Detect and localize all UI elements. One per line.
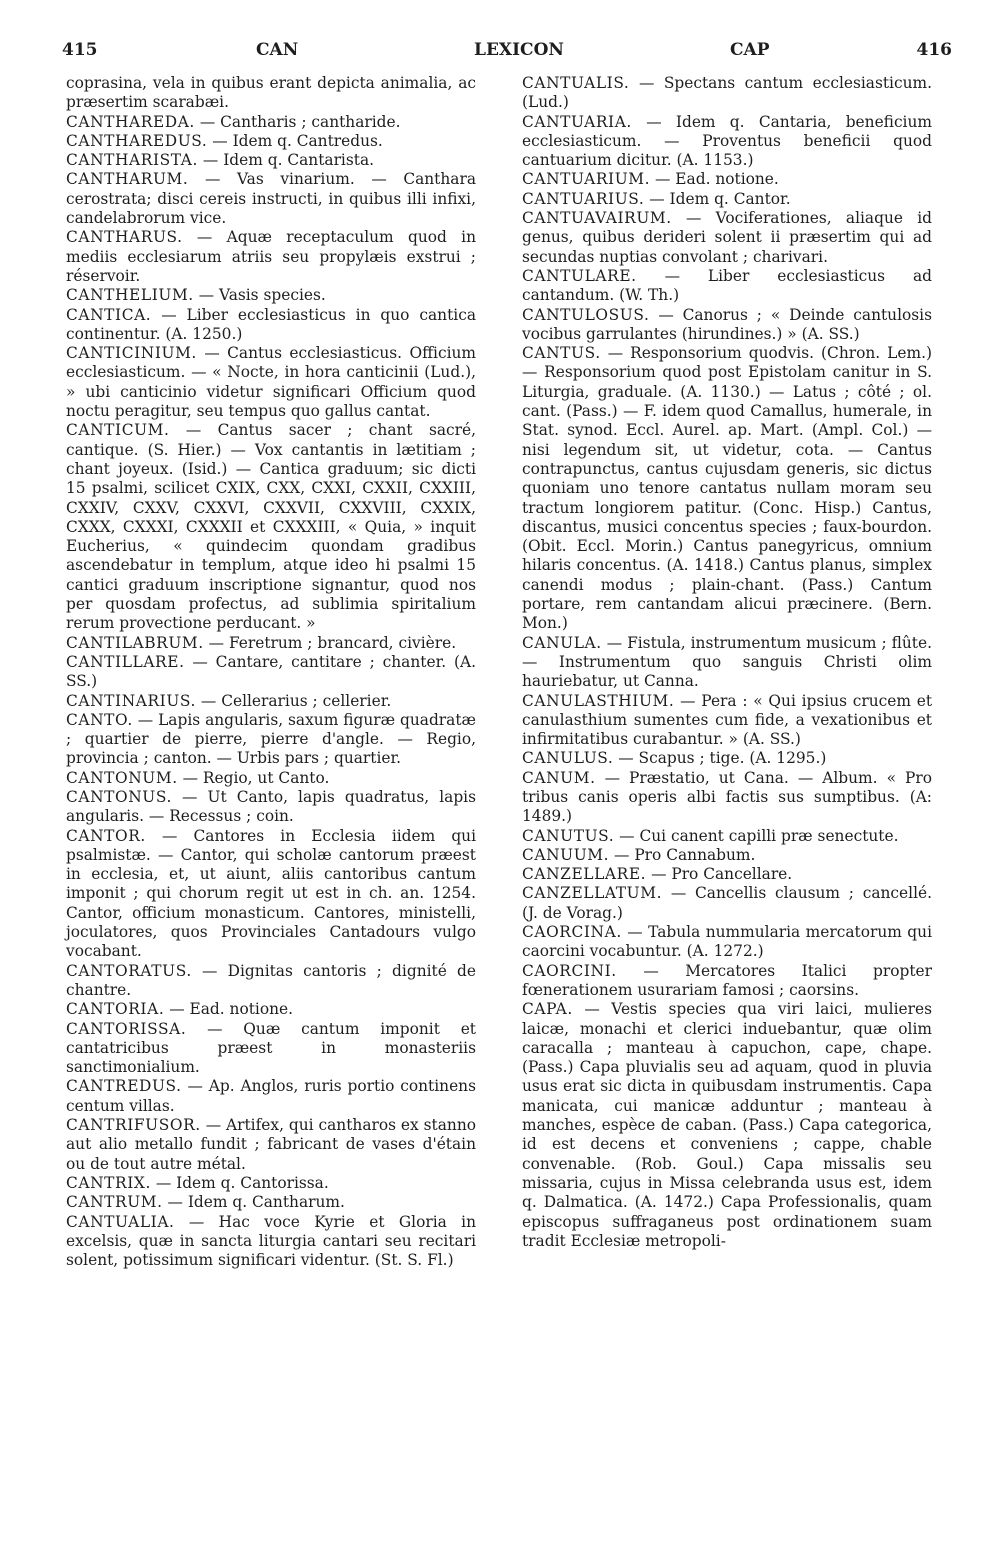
entry-headword: CANTONUM.	[66, 768, 178, 787]
dictionary-entry	[66, 653, 476, 692]
entry-headword: CANZELLATUM.	[522, 884, 663, 903]
entry-definition: — Pro Cannabum.	[609, 845, 756, 864]
entry-definition: — Idem q. Cantharum.	[162, 1193, 345, 1212]
entry-definition: — Artifex, qui cantharos ex stanno aut alio metallo fundit ; fabricant de vases d'étain ou de tout autre métal.	[66, 1116, 476, 1173]
entry-headword: CANTINARIUS.	[66, 691, 197, 710]
guide-word-right: CAP	[730, 40, 770, 60]
entry-headword: CANTHARUS.	[66, 228, 183, 247]
entry-headword: CANTUS.	[522, 344, 601, 363]
page-number-left: 415	[62, 40, 98, 60]
entry-headword: CAPA.	[522, 1000, 573, 1019]
entry-headword: CANTUARIA.	[522, 112, 632, 131]
entry-definition: — Dignitas cantoris ; dignité de chantre.	[66, 961, 476, 999]
entry-headword: CAORCINI.	[522, 961, 617, 980]
entry-definition: — Cantores in Ecclesia iidem qui psalmistæ. — Cantor, qui scholæ cantorum præest in ecclesia, et, ut aiunt, aliis cantoribus cantum imponit ; qui chorum regit ut est in ch. an. 1254. Cantor, officium monasticum. Cantores, ministelli, joculatores, quos Provinciales Cantadours vulgo vocabant.	[66, 826, 476, 961]
page-number-right: 416	[916, 40, 952, 60]
dictionary-entry	[522, 209, 932, 267]
dictionary-entry	[522, 634, 932, 692]
dictionary-entry	[66, 634, 476, 653]
entry-headword: CANTULOSUS.	[522, 305, 650, 324]
entry-headword: CANTO.	[66, 710, 133, 729]
running-header	[62, 34, 952, 64]
entry-definition: — Lapis angularis, saxum figuræ quadratæ ; quartier de pierre, pierre d'angle. — Regio, provincia ; canton. — Urbis pars ; quartier.	[66, 710, 476, 768]
left-column	[66, 74, 476, 1270]
entry-definition: — Vas vinarium. — Canthara cerostrata; disci cereis instructi, in quibus illi infixi, candelabrorum vice.	[66, 170, 476, 228]
right-column	[522, 74, 932, 1251]
dictionary-entry	[66, 228, 476, 286]
entry-headword: CANTONUS.	[66, 787, 172, 806]
dictionary-entry	[522, 170, 932, 189]
entry-definition: — Ap. Anglos, ruris portio continens centum villas.	[66, 1077, 476, 1115]
dictionary-entry	[66, 74, 476, 113]
dictionary-entry	[522, 113, 932, 171]
dictionary-entry	[522, 692, 932, 750]
entry-headword: CANTUAVAIRUM.	[522, 209, 672, 228]
dictionary-entry	[66, 1000, 476, 1019]
entry-headword: CANULUS.	[522, 749, 614, 768]
entry-headword: CAORCINA.	[522, 923, 622, 942]
entry-headword: CANTRUM.	[66, 1193, 163, 1212]
entry-definition: — Ead. notione.	[650, 170, 779, 189]
dictionary-entry	[66, 692, 476, 711]
entry-definition: — Vasis species.	[193, 286, 326, 305]
entry-definition: — Cantus ecclesiasticus. Officium ecclesiasticum. — « Nocte, in hora canticinii (Lud.), » ubi canticinio videtur significari Officium quod noctu peragitur, seu tempus quo gallus cantat.	[66, 344, 476, 421]
entry-definition: — Responsorium quodvis. (Chron. Lem.) — Responsorium quod post Epistolam canitur in S. Liturgia, graduale. (A. 1130.) — Latus ; côté ; ol. cant. (Pass.) — F. idem quod Camallus, humerale, in Stat. synod. Eccl. Aurel. ap. Mart. (Ampl. Col.) — nisi legendum sit, ut videtur, cota. — Cantus contrapunctus, cantus cujusdam generis, sic dictus quoniam uno tenore cantatus nullam moram seu tractum longiorem patitur. (Conc. Hisp.) Cantus, discantus, musici concentus species ; faux-bourdon. (Obit. Eccl. Morin.) Cantus panegyricus, omnium hilaris concentus. (A. 1418.) Cantus planus, simplex canendi modus ; plain-chant. (Pass.) Cantum portare, rem cantandam alicui præcinere. (Bern. Mon.)	[522, 344, 932, 633]
entry-headword: CANTULARE.	[522, 266, 637, 285]
dictionary-entry	[66, 1213, 476, 1271]
dictionary-entry	[66, 1116, 476, 1174]
entry-headword: CANTUALIA.	[66, 1212, 175, 1231]
entry-definition: — Tabula nummularia mercatorum qui caorcini vocabuntur. (A. 1272.)	[522, 923, 932, 961]
entry-definition: coprasina, vela in quibus erant depicta animalia, ac præsertim scarabæi.	[66, 74, 476, 112]
entry-definition: — Aquæ receptaculum quod in mediis ecclesiarum atriis seu propylæis exstrui ; réservoir.	[66, 228, 476, 285]
dictionary-entry	[66, 286, 476, 305]
entry-definition: — Cantus sacer ; chant sacré, cantique. (S. Hier.) — Vox cantantis in lætitiam ; chant joyeux. (Isid.) — Cantica graduum; sic dicti 15 psalmi, scilicet CXIX, CXX, CXXI, CXXII, CXXIII, CXXIV, CXXV, CXXVI, CXXVII, CXXVIII, CXXIX, CXXX, CXXXI, CXXXII et CXXXIII, « Quia, » inquit Eucherius, « quindecim quondam gradibus ascendebatur in templum, atque ideo hi psalmi 15 cantici graduum inscriptione signantur, quod nos per quosdam profectus, ad sublimia spiritalium rerum provectione perducant. »	[66, 421, 476, 633]
dictionary-entry	[522, 1000, 932, 1251]
dictionary-entry	[66, 788, 476, 827]
dictionary-entry	[66, 1020, 476, 1078]
dictionary-entry	[66, 170, 476, 228]
entry-headword: CANTICA.	[66, 305, 152, 324]
dictionary-entry	[522, 884, 932, 923]
entry-definition: — Pro Cancellare.	[646, 865, 793, 884]
entry-definition: — Mercatores Italici propter fœnerationem usurariam famosi ; caorsins.	[522, 961, 932, 999]
dictionary-entry	[66, 344, 476, 421]
dictionary-entry	[66, 769, 476, 788]
entry-definition: — Cui canent capilli præ senectute.	[614, 826, 899, 845]
entry-definition: — Idem q. Cantor.	[644, 189, 791, 208]
dictionary-entry	[66, 1077, 476, 1116]
entry-definition: — Liber ecclesiasticus in quo cantica continentur. (A. 1250.)	[66, 305, 476, 343]
dictionary-entry	[522, 827, 932, 846]
dictionary-entry	[522, 267, 932, 306]
dictionary-entry	[66, 711, 476, 769]
entry-definition: — Ut Canto, lapis quadratus, lapis angularis. — Recessus ; coin.	[66, 787, 476, 826]
entry-headword: CANUUM.	[522, 845, 610, 864]
entry-headword: CANTHAREDUS.	[66, 131, 208, 150]
entry-headword: CANUTUS.	[522, 826, 615, 845]
entry-headword: CANTORIA.	[66, 1000, 165, 1019]
entry-headword: CANTHARISTA.	[66, 151, 199, 170]
entry-headword: CANTUARIUM.	[522, 170, 651, 189]
dictionary-entry	[66, 306, 476, 345]
entry-definition: — Idem q. Cantarista.	[198, 151, 375, 170]
entry-definition: — Vociferationes, aliaque id genus, quibus derideri solent ii præsertim qui ad secundas nuptias convolant ; charivari.	[522, 209, 932, 266]
dictionary-entry	[66, 421, 476, 633]
entry-headword: CANTHAREDA.	[66, 112, 195, 131]
dictionary-entry	[66, 827, 476, 962]
entry-headword: CANTICINIUM.	[66, 344, 197, 363]
entry-definition: — Cantharis ; cantharide.	[194, 112, 401, 131]
entry-definition: — Spectans cantum ecclesiasticum. (Lud.)	[522, 74, 932, 112]
entry-definition: — Hac voce Kyrie et Gloria in excelsis, quæ in sancta liturgia cantari seu recitari solent, potissimum significari videntur. (St. S. Fl.)	[66, 1212, 476, 1270]
entry-headword: CANULASTHIUM.	[522, 691, 675, 710]
dictionary-entry	[522, 865, 932, 884]
entry-definition: — Liber ecclesiasticus ad cantandum. (W. Th.)	[522, 266, 932, 305]
dictionary-entry	[522, 306, 932, 345]
entry-definition: — Idem q. Cantaria, beneficium ecclesiasticum. — Proventus beneficii quod cantuarium dicitur. (A. 1153.)	[522, 112, 932, 170]
entry-definition: — Idem q. Cantredus.	[207, 131, 383, 150]
entry-definition: — Cantare, cantitare ; chanter. (A. SS.)	[66, 652, 476, 691]
entry-headword: CANTUALIS.	[522, 74, 630, 92]
entry-definition: — Fistula, instrumentum musicum ; flûte. — Instrumentum quo sanguis Christi olim hauriebatur, ut Canna.	[522, 633, 932, 691]
dictionary-entry	[66, 132, 476, 151]
entry-headword: CANTOR.	[66, 826, 146, 845]
running-title: LEXICON	[474, 40, 564, 60]
entry-headword: CANTREDUS.	[66, 1077, 182, 1096]
entry-headword: CANTRIFUSOR.	[66, 1116, 201, 1135]
dictionary-entry	[66, 1174, 476, 1193]
entry-definition: — Canorus ; « Deinde cantulosis vocibus garrulantes (hirundines.) » (A. SS.)	[522, 305, 932, 343]
dictionary-entry	[522, 769, 932, 827]
entry-headword: CANTICUM.	[66, 421, 170, 440]
entry-definition: — Feretrum ; brancard, civière.	[203, 633, 457, 652]
guide-word-left: CAN	[256, 40, 299, 60]
dictionary-entry	[522, 190, 932, 209]
entry-definition: — Cancellis clausum ; cancellé. (J. de Vorag.)	[522, 884, 932, 922]
entry-definition: — Idem q. Cantorissa.	[150, 1173, 329, 1192]
dictionary-entry	[66, 962, 476, 1001]
entry-headword: CANTUARIUS.	[522, 189, 645, 208]
entry-headword: CANTILLARE.	[66, 652, 185, 671]
entry-headword: CANUM.	[522, 768, 596, 787]
entry-headword: CANTILABRUM.	[66, 633, 204, 652]
dictionary-entry	[522, 923, 932, 962]
entry-headword: CANTRIX.	[66, 1173, 151, 1192]
dictionary-entry	[522, 74, 932, 113]
dictionary-entry	[522, 962, 932, 1001]
dictionary-entry	[66, 113, 476, 132]
dictionary-entry	[522, 749, 932, 768]
entry-definition: — Ead. notione.	[164, 1000, 294, 1019]
entry-headword: CANTORISSA.	[66, 1019, 187, 1038]
entry-definition: — Pera : « Qui ipsius crucem et canulasthium sumentes cum fide, a vexationibus et infirmitatibus curabantur. » (A. SS.)	[522, 691, 932, 749]
entry-headword: CANZELLARE.	[522, 865, 647, 884]
entry-headword: CANTORATUS.	[66, 961, 192, 980]
dictionary-entry	[522, 846, 932, 865]
entry-definition: — Cellerarius ; cellerier.	[196, 691, 392, 710]
entry-definition: — Regio, ut Canto.	[177, 768, 330, 787]
entry-definition: — Præstatio, ut Cana. — Album. « Pro tribus canis operis albi factis sus sumptibus. (A: 1489.)	[522, 768, 932, 826]
entry-headword: CANTHARUM.	[66, 170, 189, 189]
dictionary-entry	[66, 1193, 476, 1212]
entry-definition: — Vestis species qua viri laici, mulieres laicæ, monachi et clerici induebantur, quæ olim caracalla ; manteau à capuchon, cape, chape. (Pass.) Capa pluvialis seu ad aquam, quod in pluvia usus erat sic dicta in quibusdam instrumentis. Capa manicata, cui manicæ adduntur ; manteau à manches, espèce de caban. (Pass.) Capa categorica, id est decens et conveniens ; cappe, chable convenable. (Rob. Goul.) Capa missalis seu missaria, cujus in Missa celebranda usus est, idem q. Dalmatica. (A. 1472.) Capa Professionalis, quam episcopus suffraganeus post ordinationem suam tradit Ecclesiæ metropoli-	[522, 1000, 932, 1250]
entry-definition: — Quæ cantum imponit et cantatricibus præest in monasteriis sanctimonialium.	[66, 1019, 476, 1077]
entry-headword: CANULA.	[522, 633, 602, 652]
dictionary-entry	[522, 344, 932, 633]
entry-definition: — Scapus ; tige. (A. 1295.)	[613, 749, 827, 768]
dictionary-entry	[66, 151, 476, 170]
entry-headword: CANTHELIUM.	[66, 286, 194, 305]
